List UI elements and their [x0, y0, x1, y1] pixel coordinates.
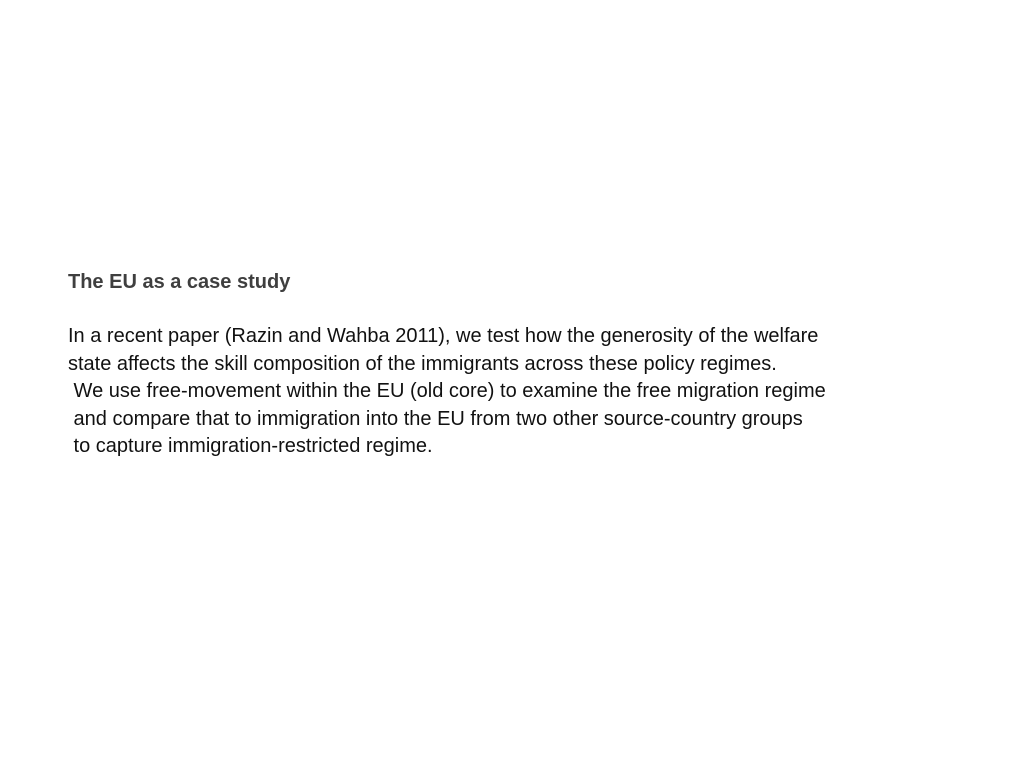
body-line: to capture immigration-restricted regime.: [68, 435, 433, 457]
slide-content: [68, 268, 968, 461]
slide-title: The EU as a case study: [68, 271, 291, 293]
slide-body: [68, 323, 968, 461]
body-line: state affects the skill composition of the immigrants across these policy regimes.: [68, 352, 777, 375]
body-line: We use free-movement within the EU (old core) to examine the free migration regime: [68, 380, 826, 402]
body-line: and compare that to immigration into the EU from two other source-country groups: [68, 407, 803, 430]
body-line: In a recent paper (Razin and Wahba 2011), we test how the generosity of the welfare: [68, 325, 819, 347]
